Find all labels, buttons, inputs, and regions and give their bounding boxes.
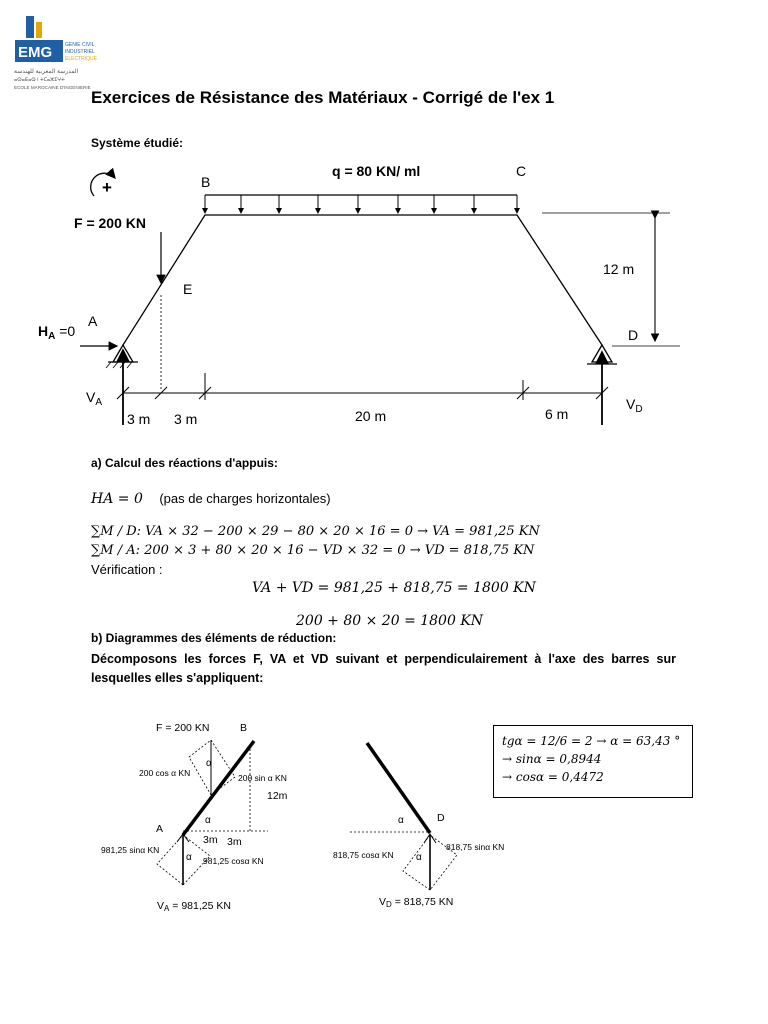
svg-text:12m: 12m xyxy=(267,790,288,802)
svg-text:VA: $V_A$ xyxy=(86,389,103,408)
svg-text:ECOLE MAROCAINE D'INGENIERIE: ECOLE MAROCAINE D'INGENIERIE xyxy=(14,85,91,90)
svg-text:ⴰⵙⴰⴹⴰⵕ ⵏ ⵜⵎⴰⵣⵉⵖⵜ: ⴰⵙⴰⴹⴰⵕ ⵏ ⵜⵎⴰⵣⵉⵖⵜ xyxy=(14,77,65,83)
svg-text:818,75 cosα KN: 818,75 cosα KN xyxy=(333,850,394,860)
svg-text:HA =0: $H_A =0$ xyxy=(38,323,76,342)
load-arrow-head xyxy=(202,208,208,214)
svg-text:981,25 cosα KN: 981,25 cosα KN xyxy=(203,856,264,866)
load-arrow-head xyxy=(315,208,321,214)
moment-eq-a: ∑M / A: 200 × 3 + 80 × 20 × 16 − VD × 32 = 0 → VD = 818,75 KN xyxy=(91,543,535,558)
force-f-label: F = 200 KN xyxy=(74,215,146,231)
svg-text:981,25 sinα KN: 981,25 sinα KN xyxy=(101,845,160,855)
svg-text:D: D xyxy=(437,812,445,824)
svg-text:A: A xyxy=(88,313,98,329)
svg-text:3m: 3m xyxy=(227,836,242,848)
svg-text:α: α xyxy=(186,852,192,863)
svg-text:B: B xyxy=(240,722,248,734)
moment-eq-d: ∑M / D: VA × 32 − 200 × 29 − 80 × 20 × 16 = 0 → VA = 981,25 KN xyxy=(91,524,540,539)
svg-text:VD: $V_D$ xyxy=(626,396,643,415)
svg-text:3 m: 3 m xyxy=(174,411,198,427)
svg-text:المدرسة المغربية للهندسة: المدرسة المغربية للهندسة xyxy=(14,69,79,75)
svg-text:20 m: 20 m xyxy=(355,408,387,424)
frame-structure xyxy=(123,215,602,345)
svg-text:D: D xyxy=(628,327,639,343)
right-decomposition-diagram xyxy=(330,725,530,920)
svg-text:200 cos α KN: 200 cos α KN xyxy=(139,768,191,778)
load-arrow-head xyxy=(431,208,437,214)
svg-text:α: α xyxy=(398,815,404,826)
svg-text:12 m: 12 m xyxy=(603,261,635,277)
check-sum-reactions: VA + VD = 981,25 + 818,75 = 1800 KN xyxy=(252,580,536,596)
svg-text:α: α xyxy=(416,852,422,863)
section-b-paragraph: Décomposons les forces F, VA et VD suivant et perpendiculairement à l'axe des barres sur lesquelles elles s'appliquent: xyxy=(91,652,676,685)
svg-text:818,75 sinα KN: 818,75 sinα KN xyxy=(446,842,505,852)
svg-text:3 m: 3 m xyxy=(127,411,151,427)
svg-text:B: B xyxy=(201,174,211,190)
verification-label: Vérification : xyxy=(91,562,163,577)
svg-text:200 sin α KN: 200 sin α KN xyxy=(238,773,287,783)
load-arrow-head xyxy=(355,208,361,214)
svg-text:INDUSTRIEL: INDUSTRIEL xyxy=(65,49,95,55)
svg-text:VA = 981,25 KN: VA = 981,25 KN xyxy=(157,900,231,913)
page-title: Exercices de Résistance des Matériaux - Corrigé de l'ex 1 xyxy=(91,88,555,107)
angle-box: tgα = 12/6 = 2 → α = 63,43 ° → sinα = 0,8944 → cosα = 0,4472 xyxy=(493,725,693,798)
load-q-label: q = 80 KN/ ml xyxy=(332,163,421,179)
system-heading: Système étudié: xyxy=(91,136,184,150)
svg-text:ELECTRIQUE: ELECTRIQUE xyxy=(65,56,97,62)
load-arrow-head xyxy=(276,208,282,214)
logo-acronym: EMG xyxy=(18,44,53,61)
svg-text:6 m: 6 m xyxy=(545,406,569,422)
svg-text:3m: 3m xyxy=(203,834,218,846)
svg-text:α: α xyxy=(206,758,212,769)
check-sum-loads: 200 + 80 × 20 = 1800 KN xyxy=(296,613,484,629)
svg-text:GENIE CIVIL: GENIE CIVIL xyxy=(65,42,95,48)
section-a-heading: a) Calcul des réactions d'appuis: xyxy=(91,456,278,470)
svg-text:F = 200 KN: F = 200 KN xyxy=(156,722,210,734)
section-b-heading: b) Diagrammes des éléments de réduction: xyxy=(91,631,337,645)
load-arrow-head xyxy=(471,208,477,214)
frame-diagram xyxy=(0,150,768,440)
ha-equation: HA = 0 xyxy=(91,491,143,507)
load-arrow-head xyxy=(238,208,244,214)
svg-text:E: E xyxy=(183,281,193,297)
bar-ab xyxy=(183,741,254,835)
svg-text:C: C xyxy=(516,163,527,179)
svg-text:+: + xyxy=(102,178,112,197)
svg-text:VD = 818,75 KN: VD = 818,75 KN xyxy=(379,896,454,909)
svg-text:α: α xyxy=(205,815,211,826)
school-logo xyxy=(12,14,104,94)
distributed-load-arrows xyxy=(202,195,520,214)
svg-text:A: A xyxy=(156,823,164,835)
load-arrow-head xyxy=(395,208,401,214)
left-decomposition-diagram xyxy=(90,715,330,920)
emg-logo-icon xyxy=(12,14,104,94)
load-arrow-head xyxy=(514,208,520,214)
